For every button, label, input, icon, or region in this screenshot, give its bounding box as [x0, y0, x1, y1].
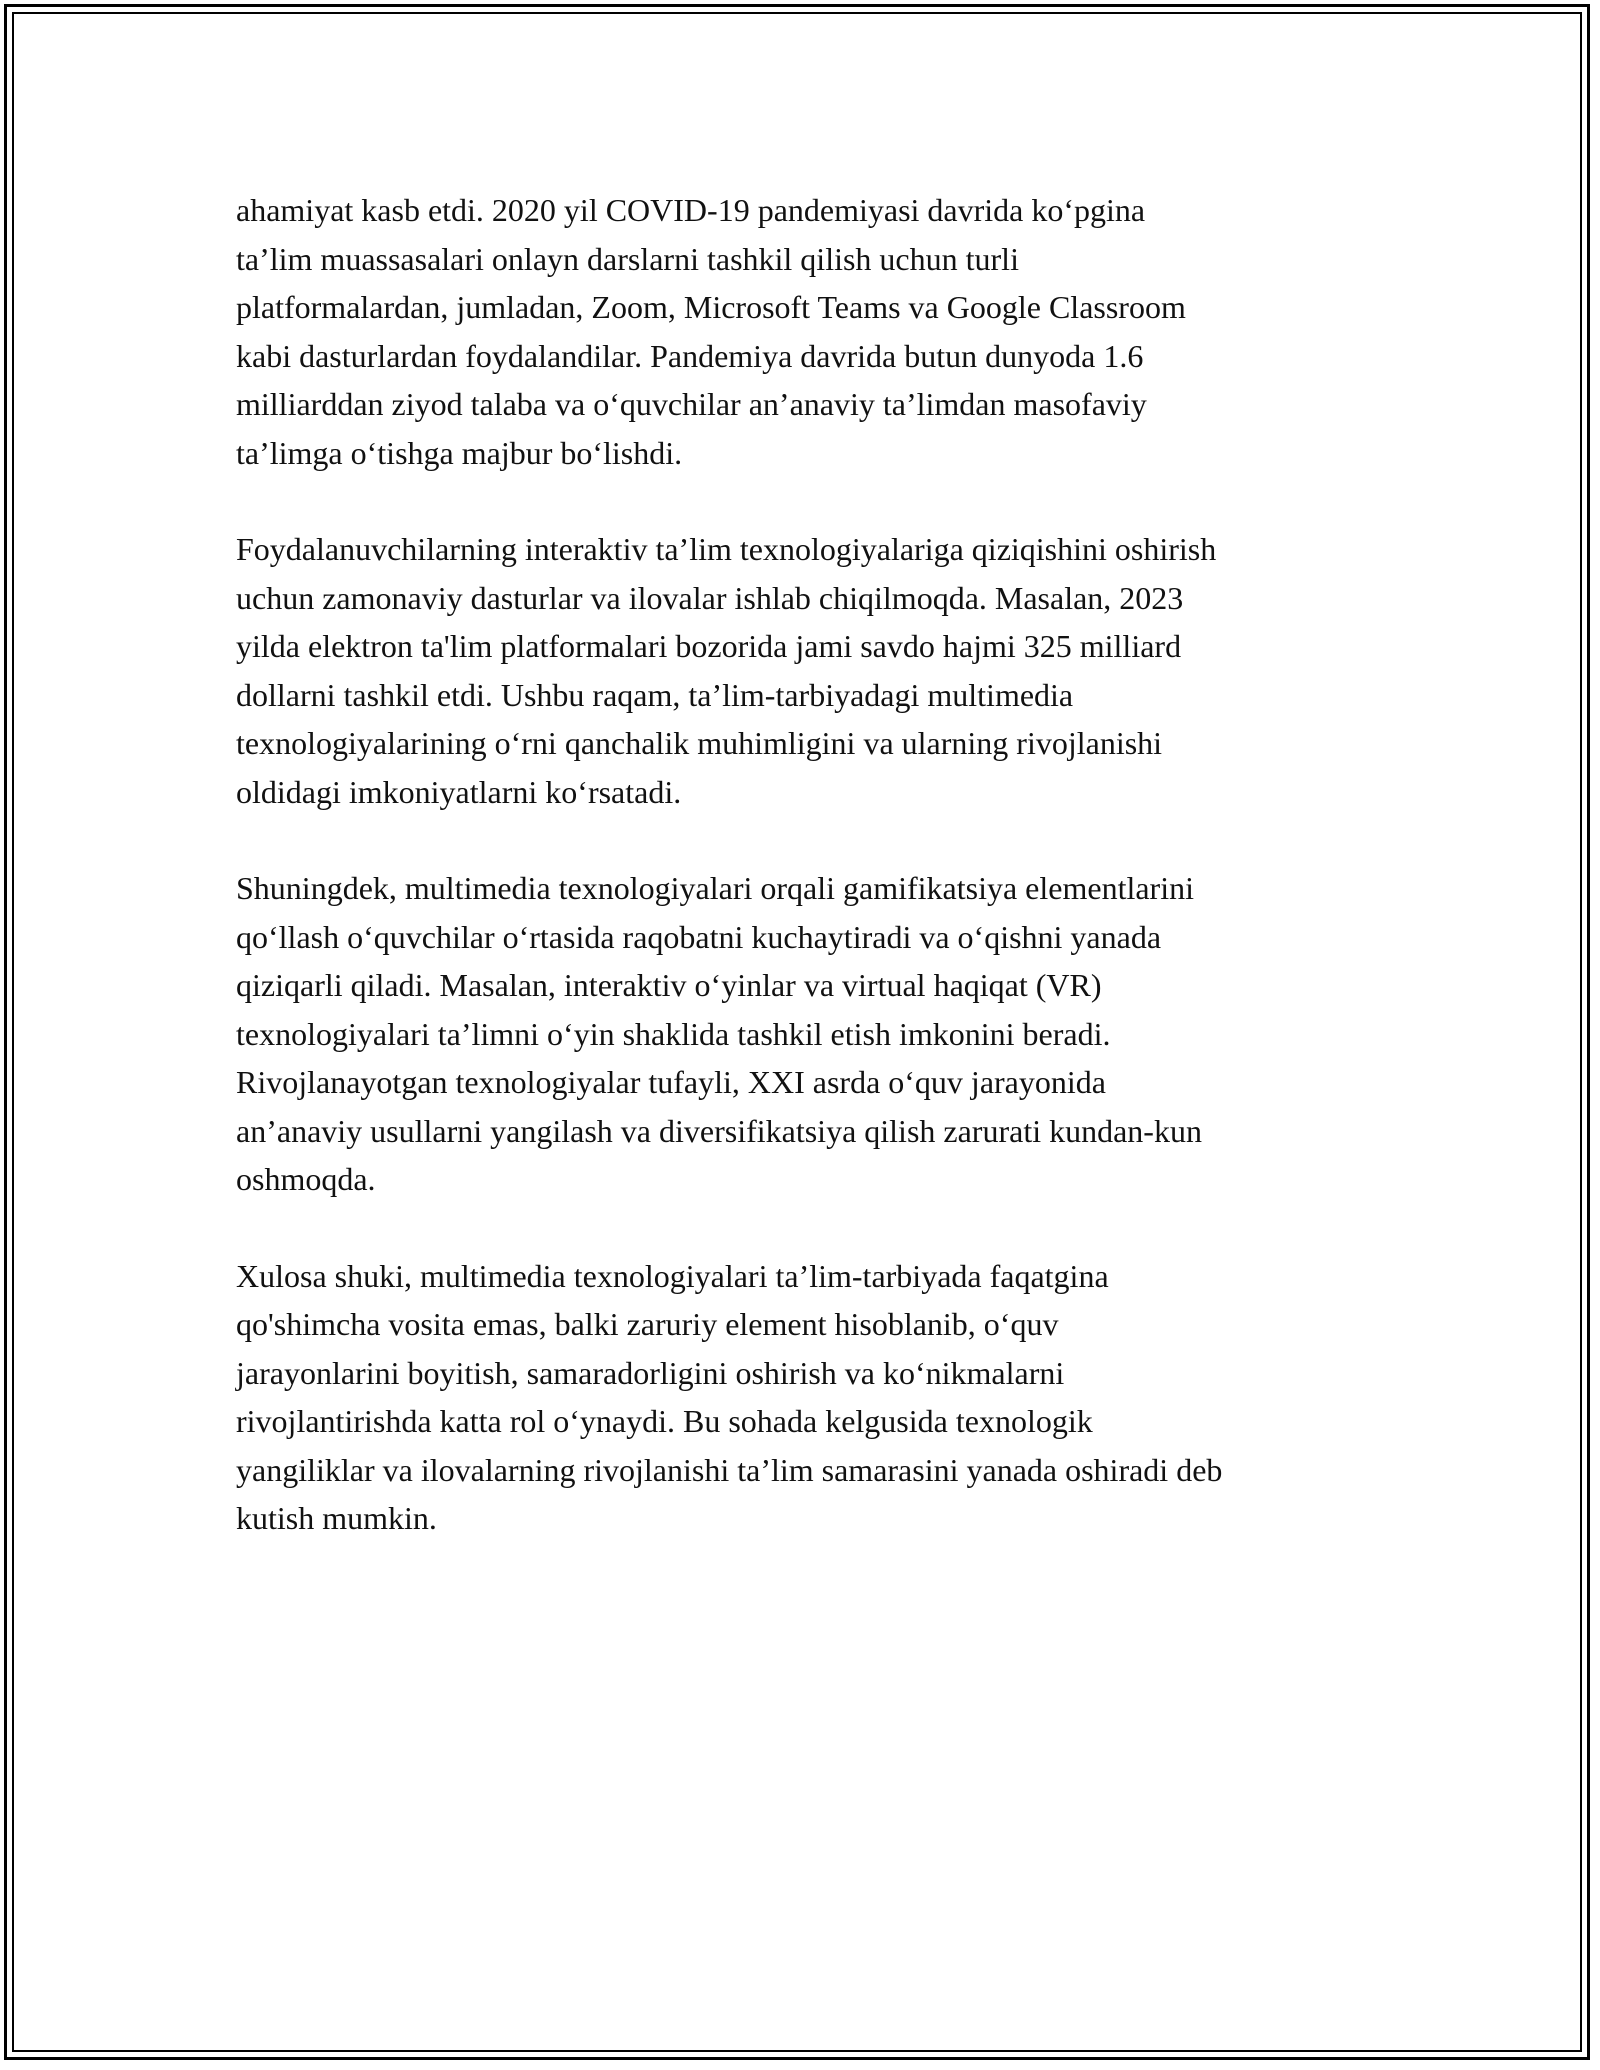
text-line: texnologiyalari ta’limni o‘yin shaklida tashkil etish imkonini beradi. — [236, 1015, 1111, 1052]
text-line: ahamiyat kasb etdi. 2020 yil COVID-19 pandemiyasi davrida ko‘pgina — [236, 192, 1146, 228]
text-line: Shuningdek, multimedia texnologiyalari orqali gamifikatsiya elementlarini — [236, 870, 1194, 906]
text-line: rivojlantirishda katta rol o‘ynaydi. Bu sohada kelgusida texnologik — [236, 1403, 1093, 1439]
text-line: yangiliklar va ilovalarning rivojlanishi ta’lim samarasini yanada oshiradi deb — [236, 1451, 1223, 1488]
text-line: qo‘llash o‘quvchilar o‘rtasida raqobatni kuchaytiradi va o‘qishni yanada — [236, 918, 1162, 955]
text-line: milliarddan ziyod talaba va o‘quvchilar an’anaviy ta’limdan masofaviy — [236, 386, 1147, 422]
paragraph-3 — [236, 864, 1386, 1204]
text-line: oshmoqda. — [236, 1161, 376, 1197]
text-line: Xulosa shuki, multimedia texnologiyalari ta’lim-tarbiyada faqatgina — [236, 1257, 1109, 1294]
text-line: qo'shimcha vosita emas, balki zaruriy element hisoblanib, o‘quv — [236, 1306, 1059, 1342]
text-line: kutish mumkin. — [236, 1500, 437, 1536]
text-line: jarayonlarini boyitish, samaradorligini oshirish va ko‘nikmalarni — [236, 1354, 1065, 1391]
document-body — [236, 186, 1386, 1591]
text-line: qiziqarli qiladi. Masalan, interaktiv o‘yinlar va virtual haqiqat (VR) — [236, 967, 1102, 1003]
text-line: platformalardan, jumladan, Zoom, Microsoft Teams va Google Classroom — [236, 289, 1186, 325]
text-line: kabi dasturlardan foydalandilar. Pandemiya davrida butun dunyoda 1.6 — [236, 337, 1144, 374]
text-line: texnologiyalarining o‘rni qanchalik muhimligini va ularning rivojlanishi — [236, 725, 1163, 761]
text-line: ta’lim muassasalari onlayn darslarni tashkil qilish uchun turli — [236, 240, 1019, 277]
text-line: Rivojlanayotgan texnologiyalar tufayli, XXI asrda o‘quv jarayonida — [236, 1064, 1106, 1100]
text-line: Foydalanuvchilarning interaktiv ta’lim texnologiyalariga qiziqishini oshirish — [236, 531, 1217, 567]
text-line: dollarni tashkil etdi. Ushbu raqam, ta’lim-tarbiyadagi multimedia — [236, 676, 1074, 713]
paragraph-1 — [236, 186, 1386, 477]
paragraph-2 — [236, 525, 1386, 816]
text-line: oldidagi imkoniyatlarni ko‘rsatadi. — [236, 773, 682, 810]
paragraph-4 — [236, 1252, 1386, 1543]
text-line: an’anaviy usullarni yangilash va diversifikatsiya qilish zarurati kundan-kun — [236, 1112, 1202, 1149]
text-line: uchun zamonaviy dasturlar va ilovalar ishlab chiqilmoqda. Masalan, 2023 — [236, 579, 1184, 616]
text-line: ta’limga o‘tishga majbur bo‘lishdi. — [236, 434, 683, 471]
text-line: yilda elektron ta'lim platformalari bozorida jami savdo hajmi 325 milliard — [236, 628, 1182, 664]
